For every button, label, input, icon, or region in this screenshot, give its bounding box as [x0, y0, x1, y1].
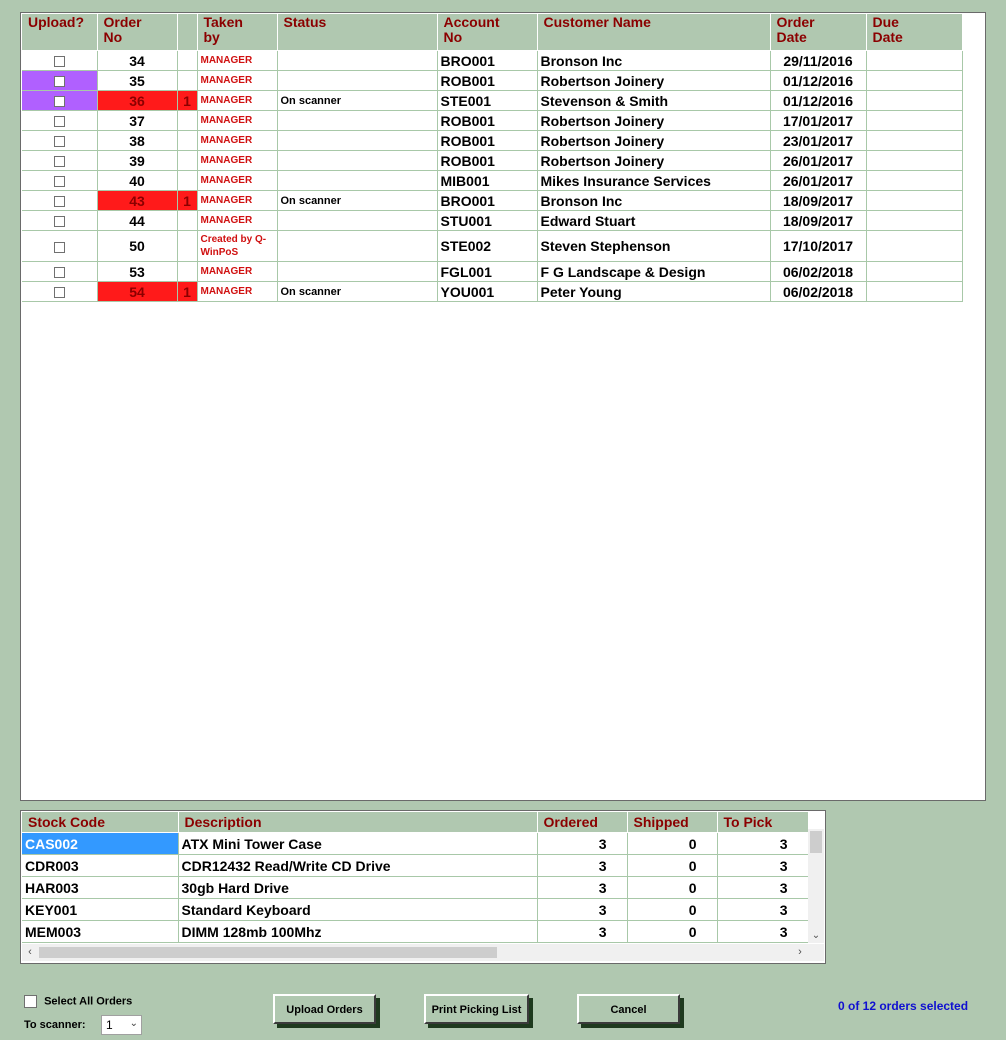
description-cell[interactable]: 30gb Hard Drive	[178, 877, 537, 899]
taken-by-cell[interactable]: MANAGER	[197, 51, 277, 71]
order-no-cell[interactable]: 34	[97, 51, 177, 71]
flag-cell[interactable]	[177, 231, 197, 262]
chevron-down-icon[interactable]: ⌄	[129, 1018, 138, 1029]
orders-header-row	[22, 14, 962, 51]
status-cell[interactable]	[277, 151, 437, 171]
checkbox-icon[interactable]	[54, 287, 65, 298]
col-header-account-no[interactable]: Account No	[437, 14, 537, 51]
checkbox-icon[interactable]	[24, 995, 37, 1008]
customer-name-cell[interactable]: Stevenson & Smith	[537, 91, 770, 111]
order-no-cell[interactable]: 50	[97, 231, 177, 262]
select-all-label: Select All Orders	[44, 995, 133, 1008]
status-cell[interactable]: On scanner	[277, 91, 437, 111]
stock-code-cell[interactable]: CDR003	[22, 855, 178, 877]
ordered-cell[interactable]: 3	[537, 899, 627, 921]
upload-checkbox-cell[interactable]	[22, 91, 97, 111]
customer-name-cell[interactable]: Peter Young	[537, 282, 770, 302]
order-row[interactable]	[22, 111, 962, 131]
description-cell[interactable]: Standard Keyboard	[178, 899, 537, 921]
horizontal-scroll-thumb[interactable]	[39, 947, 497, 958]
stock-code-cell[interactable]: CAS002	[22, 833, 178, 855]
flag-cell[interactable]: 1	[177, 91, 197, 111]
shipped-cell[interactable]: 0	[627, 877, 717, 899]
flag-cell[interactable]: 1	[177, 191, 197, 211]
customer-name-cell[interactable]: Robertson Joinery	[537, 151, 770, 171]
customer-name-cell[interactable]: Bronson Inc	[537, 191, 770, 211]
taken-by-cell[interactable]: MANAGER	[197, 151, 277, 171]
due-date-cell[interactable]	[866, 71, 962, 91]
status-cell[interactable]	[277, 71, 437, 91]
order-row[interactable]	[22, 91, 962, 111]
col-header-shipped[interactable]: Shipped	[627, 812, 717, 833]
flag-cell[interactable]	[177, 131, 197, 151]
order-no-cell[interactable]: 53	[97, 262, 177, 282]
order-date-cell[interactable]: 17/10/2017	[770, 231, 866, 262]
status-cell[interactable]: On scanner	[277, 282, 437, 302]
col-header-customer-name[interactable]: Customer Name	[537, 14, 770, 51]
order-date-cell[interactable]: 26/01/2017	[770, 151, 866, 171]
ordered-cell[interactable]: 3	[537, 877, 627, 899]
flag-cell[interactable]	[177, 171, 197, 191]
customer-name-cell[interactable]: Edward Stuart	[537, 211, 770, 231]
description-cell[interactable]: DIMM 128mb 100Mhz	[178, 921, 537, 943]
status-cell[interactable]	[277, 51, 437, 71]
order-line-row[interactable]	[22, 833, 808, 855]
order-row[interactable]	[22, 191, 962, 211]
orders-table	[22, 14, 963, 302]
upload-checkbox-cell[interactable]	[22, 71, 97, 91]
order-row[interactable]	[22, 171, 962, 191]
upload-checkbox-cell[interactable]	[22, 51, 97, 71]
account-no-cell[interactable]: MIB001	[437, 171, 537, 191]
due-date-cell[interactable]	[866, 191, 962, 211]
description-cell[interactable]: CDR12432 Read/Write CD Drive	[178, 855, 537, 877]
print-picking-list-button[interactable]: Print Picking List	[424, 994, 529, 1024]
due-date-cell[interactable]	[866, 211, 962, 231]
selection-count: 0 of 12 orders selected	[838, 999, 969, 1013]
customer-name-cell[interactable]: Robertson Joinery	[537, 111, 770, 131]
arrow-right-icon[interactable]: ›	[798, 946, 802, 958]
col-header-upload[interactable]: Upload?	[22, 14, 97, 51]
taken-by-cell[interactable]: MANAGER	[197, 282, 277, 302]
to-pick-cell[interactable]: 3	[717, 855, 808, 877]
shipped-cell[interactable]: 0	[627, 855, 717, 877]
status-cell[interactable]	[277, 171, 437, 191]
order-date-cell[interactable]: 18/09/2017	[770, 211, 866, 231]
order-no-cell[interactable]: 43	[97, 191, 177, 211]
order-date-cell[interactable]: 23/01/2017	[770, 131, 866, 151]
account-no-cell[interactable]: FGL001	[437, 262, 537, 282]
order-no-cell[interactable]: 39	[97, 151, 177, 171]
upload-orders-button[interactable]: Upload Orders	[273, 994, 376, 1024]
checkbox-icon[interactable]	[54, 196, 65, 207]
status-cell[interactable]	[277, 211, 437, 231]
stock-code-cell[interactable]: KEY001	[22, 899, 178, 921]
due-date-cell[interactable]	[866, 151, 962, 171]
col-header-order-no[interactable]: Order No	[97, 14, 177, 51]
taken-by-cell[interactable]: MANAGER	[197, 171, 277, 191]
order-row[interactable]	[22, 211, 962, 231]
ordered-cell[interactable]: 3	[537, 855, 627, 877]
taken-by-cell[interactable]: MANAGER	[197, 131, 277, 151]
order-line-row[interactable]	[22, 921, 808, 943]
order-line-row[interactable]	[22, 877, 808, 899]
order-line-row[interactable]	[22, 899, 808, 921]
upload-checkbox-cell[interactable]	[22, 191, 97, 211]
upload-checkbox-cell[interactable]	[22, 171, 97, 191]
taken-by-cell[interactable]: MANAGER	[197, 211, 277, 231]
due-date-cell[interactable]	[866, 51, 962, 71]
order-date-cell[interactable]: 06/02/2018	[770, 282, 866, 302]
to-pick-cell[interactable]: 3	[717, 921, 808, 943]
shipped-cell[interactable]: 0	[627, 921, 717, 943]
flag-cell[interactable]	[177, 111, 197, 131]
customer-name-cell[interactable]: Mikes Insurance Services	[537, 171, 770, 191]
order-no-cell[interactable]: 44	[97, 211, 177, 231]
order-no-cell[interactable]: 38	[97, 131, 177, 151]
customer-name-cell[interactable]: Steven Stephenson	[537, 231, 770, 262]
checkbox-icon[interactable]	[54, 156, 65, 167]
checkbox-icon[interactable]	[54, 56, 65, 67]
order-row[interactable]	[22, 71, 962, 91]
ordered-cell[interactable]: 3	[537, 921, 627, 943]
col-header-ordered[interactable]: Ordered	[537, 812, 627, 833]
account-no-cell[interactable]: STU001	[437, 211, 537, 231]
flag-cell[interactable]: 1	[177, 282, 197, 302]
to-pick-cell[interactable]: 3	[717, 877, 808, 899]
status-cell[interactable]	[277, 131, 437, 151]
account-no-cell[interactable]: BRO001	[437, 51, 537, 71]
order-no-cell[interactable]: 54	[97, 282, 177, 302]
order-date-cell[interactable]: 18/09/2017	[770, 191, 866, 211]
account-no-cell[interactable]: BRO001	[437, 191, 537, 211]
account-no-cell[interactable]: ROB001	[437, 131, 537, 151]
order-date-cell[interactable]: 06/02/2018	[770, 262, 866, 282]
flag-cell[interactable]	[177, 51, 197, 71]
ordered-cell[interactable]: 3	[537, 833, 627, 855]
due-date-cell[interactable]	[866, 111, 962, 131]
order-no-cell[interactable]: 37	[97, 111, 177, 131]
status-cell[interactable]	[277, 111, 437, 131]
arrow-left-icon[interactable]: ‹	[28, 946, 32, 958]
customer-name-cell[interactable]: Robertson Joinery	[537, 71, 770, 91]
order-no-cell[interactable]: 36	[97, 91, 177, 111]
account-no-cell[interactable]: STE001	[437, 91, 537, 111]
stock-code-cell[interactable]: HAR003	[22, 877, 178, 899]
customer-name-cell[interactable]: Robertson Joinery	[537, 131, 770, 151]
due-date-cell[interactable]	[866, 282, 962, 302]
order-date-cell[interactable]: 26/01/2017	[770, 171, 866, 191]
taken-by-cell[interactable]: Created by Q-WinPoS	[197, 231, 277, 262]
taken-by-cell[interactable]: MANAGER	[197, 262, 277, 282]
cancel-button[interactable]: Cancel	[577, 994, 680, 1024]
scanner-value: 1	[106, 1018, 113, 1032]
to-pick-cell[interactable]: 3	[717, 833, 808, 855]
scanner-dropdown[interactable]	[101, 1015, 142, 1035]
stock-code-cell[interactable]: MEM003	[22, 921, 178, 943]
checkbox-icon[interactable]	[54, 267, 65, 278]
order-date-cell[interactable]: 17/01/2017	[770, 111, 866, 131]
due-date-cell[interactable]	[866, 262, 962, 282]
flag-cell[interactable]	[177, 71, 197, 91]
upload-checkbox-cell[interactable]	[22, 231, 97, 262]
col-header-status[interactable]: Status	[277, 14, 437, 51]
upload-checkbox-cell[interactable]	[22, 131, 97, 151]
col-header-flag[interactable]	[177, 14, 197, 51]
description-cell[interactable]: ATX Mini Tower Case	[178, 833, 537, 855]
customer-name-cell[interactable]: F G Landscape & Design	[537, 262, 770, 282]
status-cell[interactable]: On scanner	[277, 191, 437, 211]
order-no-cell[interactable]: 40	[97, 171, 177, 191]
account-no-cell[interactable]: ROB001	[437, 71, 537, 91]
order-row[interactable]	[22, 131, 962, 151]
arrow-down-icon[interactable]: ⌄	[811, 930, 821, 941]
col-header-taken-by[interactable]: Taken by	[197, 14, 277, 51]
order-date-cell[interactable]: 01/12/2016	[770, 91, 866, 111]
checkbox-icon[interactable]	[54, 96, 65, 107]
taken-by-cell[interactable]: MANAGER	[197, 91, 277, 111]
order-row[interactable]	[22, 231, 962, 262]
order-row[interactable]	[22, 262, 962, 282]
horizontal-scrollbar[interactable]	[22, 944, 808, 961]
col-header-stock-code[interactable]: Stock Code	[22, 812, 178, 833]
due-date-cell[interactable]	[866, 91, 962, 111]
status-cell[interactable]	[277, 231, 437, 262]
due-date-cell[interactable]	[866, 131, 962, 151]
upload-checkbox-cell[interactable]	[22, 282, 97, 302]
taken-by-cell[interactable]: MANAGER	[197, 71, 277, 91]
account-no-cell[interactable]: STE002	[437, 231, 537, 262]
shipped-cell[interactable]: 0	[627, 899, 717, 921]
orders-grid[interactable]	[20, 12, 986, 801]
status-cell[interactable]	[277, 262, 437, 282]
upload-checkbox-cell[interactable]	[22, 111, 97, 131]
checkbox-icon[interactable]	[54, 216, 65, 227]
col-header-to-pick[interactable]: To Pick	[717, 812, 808, 833]
upload-checkbox-cell[interactable]	[22, 211, 97, 231]
due-date-cell[interactable]	[866, 171, 962, 191]
order-no-cell[interactable]: 35	[97, 71, 177, 91]
flag-cell[interactable]	[177, 151, 197, 171]
taken-by-cell[interactable]: MANAGER	[197, 111, 277, 131]
col-header-description[interactable]: Description	[178, 812, 537, 833]
taken-by-cell[interactable]: MANAGER	[197, 191, 277, 211]
order-row[interactable]	[22, 282, 962, 302]
vertical-scrollbar[interactable]	[808, 829, 824, 943]
checkbox-icon[interactable]	[54, 116, 65, 127]
order-date-cell[interactable]: 29/11/2016	[770, 51, 866, 71]
to-pick-cell[interactable]: 3	[717, 899, 808, 921]
upload-checkbox-cell[interactable]	[22, 151, 97, 171]
order-date-cell[interactable]: 01/12/2016	[770, 71, 866, 91]
to-scanner-label: To scanner:	[24, 1019, 86, 1031]
col-header-due-date[interactable]: Due Date	[866, 14, 962, 51]
account-no-cell[interactable]: ROB001	[437, 111, 537, 131]
checkbox-icon[interactable]	[54, 136, 65, 147]
customer-name-cell[interactable]: Bronson Inc	[537, 51, 770, 71]
order-lines-table	[22, 812, 809, 943]
vertical-scroll-thumb[interactable]	[810, 831, 822, 853]
checkbox-icon[interactable]	[54, 242, 65, 253]
account-no-cell[interactable]: ROB001	[437, 151, 537, 171]
order-row[interactable]	[22, 151, 962, 171]
col-header-order-date[interactable]: Order Date	[770, 14, 866, 51]
account-no-cell[interactable]: YOU001	[437, 282, 537, 302]
order-row[interactable]	[22, 51, 962, 71]
order-line-row[interactable]	[22, 855, 808, 877]
select-all-orders-checkbox[interactable]	[24, 995, 132, 1008]
scroll-corner	[808, 944, 824, 961]
flag-cell[interactable]	[177, 211, 197, 231]
lines-header-row	[22, 812, 808, 833]
order-lines-grid[interactable]	[20, 810, 826, 964]
flag-cell[interactable]	[177, 262, 197, 282]
checkbox-icon[interactable]	[54, 176, 65, 187]
checkbox-icon[interactable]	[54, 76, 65, 87]
due-date-cell[interactable]	[866, 231, 962, 262]
upload-checkbox-cell[interactable]	[22, 262, 97, 282]
shipped-cell[interactable]: 0	[627, 833, 717, 855]
